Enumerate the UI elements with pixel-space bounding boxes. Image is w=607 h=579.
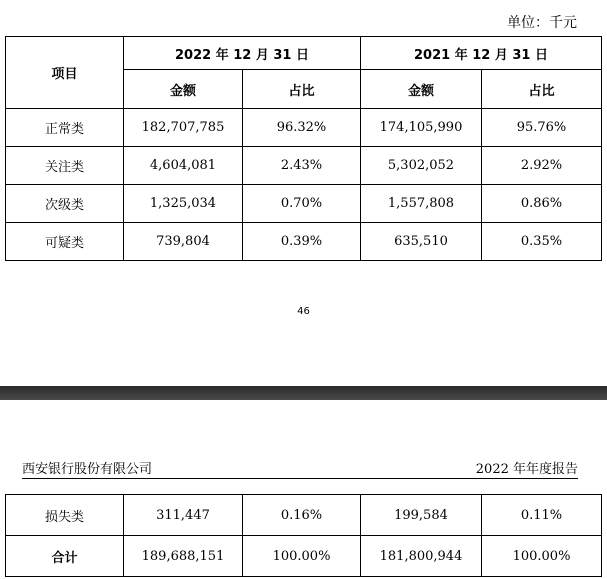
amount-2021: 181,800,944 — [361, 536, 482, 577]
amount-2021: 199,584 — [361, 495, 482, 536]
share-2022: 96.32% — [243, 109, 361, 147]
amount-2022: 311,447 — [124, 495, 243, 536]
header-share-2021: 占比 — [482, 70, 602, 109]
row-item: 关注类 — [6, 147, 124, 185]
header-item: 项目 — [6, 37, 124, 109]
share-2021: 2.92% — [482, 147, 602, 185]
share-2022: 0.16% — [243, 495, 361, 536]
amount-2022: 1,325,034 — [124, 185, 243, 223]
header-period-2021: 2021 年 12 月 31 日 — [361, 37, 602, 70]
table-row — [6, 185, 602, 223]
share-2022: 0.70% — [243, 185, 361, 223]
share-2021: 100.00% — [482, 536, 602, 577]
amount-2022: 182,707,785 — [124, 109, 243, 147]
header-amount-2022: 金额 — [124, 70, 243, 109]
page-separator — [0, 386, 607, 400]
table-row — [6, 147, 602, 185]
share-2022: 100.00% — [243, 536, 361, 577]
amount-2021: 5,302,052 — [361, 147, 482, 185]
share-2021: 0.35% — [482, 223, 602, 261]
header-share-2022: 占比 — [243, 70, 361, 109]
amount-2021: 1,557,808 — [361, 185, 482, 223]
table-row — [6, 495, 602, 536]
amount-2022: 189,688,151 — [124, 536, 243, 577]
row-item: 损失类 — [6, 495, 124, 536]
row-item: 次级类 — [6, 185, 124, 223]
page-number: 46 — [297, 306, 310, 317]
row-item: 可疑类 — [6, 223, 124, 261]
unit-label: 单位：千元 — [507, 15, 577, 31]
amount-2021: 174,105,990 — [361, 109, 482, 147]
loan-classification-table — [5, 36, 602, 261]
header-period-2022: 2022 年 12 月 31 日 — [124, 37, 361, 70]
header-row-periods — [6, 37, 602, 70]
table-row — [6, 109, 602, 147]
amount-2021: 635,510 — [361, 223, 482, 261]
share-2022: 0.39% — [243, 223, 361, 261]
share-2021: 0.11% — [482, 495, 602, 536]
header-amount-2021: 金额 — [361, 70, 482, 109]
running-header — [22, 458, 578, 479]
loan-classification-table-continued — [5, 494, 602, 577]
share-2021: 0.86% — [482, 185, 602, 223]
amount-2022: 4,604,081 — [124, 147, 243, 185]
company-name: 西安银行股份有限公司 — [22, 462, 153, 477]
amount-2022: 739,804 — [124, 223, 243, 261]
report-title: 2022 年年度报告 — [475, 462, 578, 477]
row-item: 正常类 — [6, 109, 124, 147]
share-2022: 2.43% — [243, 147, 361, 185]
table-row — [6, 223, 602, 261]
share-2021: 95.76% — [482, 109, 602, 147]
total-row — [6, 536, 602, 577]
row-item: 合计 — [6, 536, 124, 577]
